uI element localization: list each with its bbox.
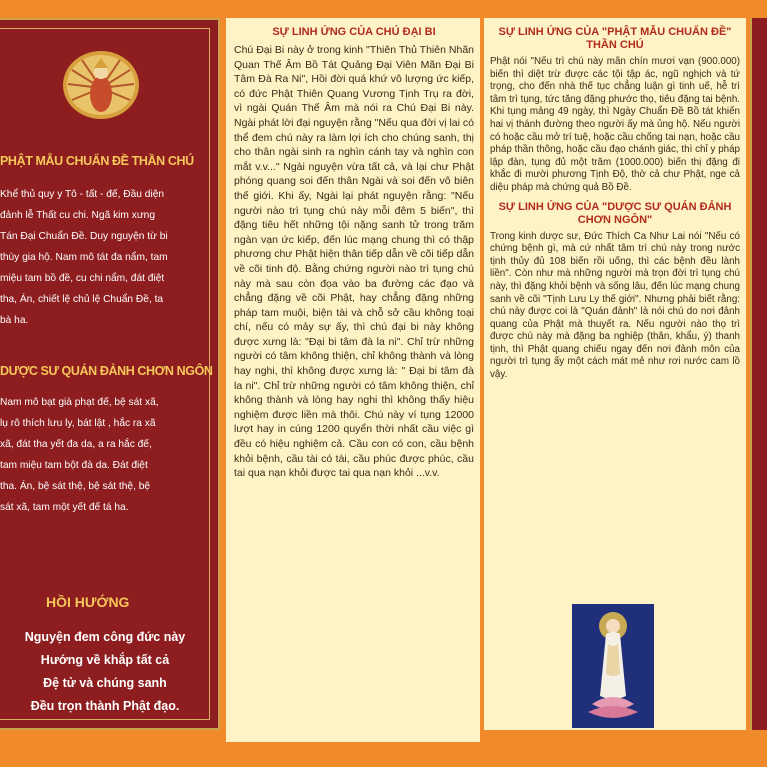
hoi-huong-title: HỒI HƯỚNG — [46, 594, 130, 610]
mantra-line: đảnh lễ Thất cu chi. Ngã kim xưng — [0, 210, 155, 221]
mantra-line: tha, Án, chiết lệ chủ lệ Chuẩn Đề, ta — [0, 294, 164, 305]
dai-bi-title: SỰ LINH ỨNG CỦA CHÚ ĐẠI BI — [272, 26, 436, 38]
duoc-su-title: DƯỢC SƯ QUÁN ĐẢNH CHƠN NGÔN — [0, 364, 213, 378]
hoi-huong-verses — [0, 626, 210, 718]
bodhisattva-emblem-icon — [62, 50, 140, 120]
mantra-line: thùy gia hộ. Nam mô tát đa nẩm, tam — [0, 252, 168, 263]
mantra-line: xã, đát tha yết đa da, a ra hắc đế, — [0, 439, 152, 450]
duoc-su-effects-body: Trong kinh dược sư, Đức Thích Ca Như Lai nói "Nếu có chứng bệnh gì, mà cứ nhất tâm trì chú này trong nước tịnh thủy đủ 108 biến rồi uống, thì các bệnh đều lành liền". Còn như mà những người mà trọn đời trì tụng chú này, thì đặng khỏi bệnh và sống lâu, đến lúc mạng chung sanh về cõi "Tịnh Lưu Ly thế giới". Nhưng phải biết rằng: chú này được coi là "Quán đảnh" là nói chú do nơi đảnh quang của Phật mà thuyết ra. Nếu người nào thọ trì được chú này mà đặng ba nghiệp (thân, khẩu, ý) thanh tịnh, thì Phật quang chiếu ngay đến nơi đảnh môn của người trì tụng ấy một cách mát mẻ như rơi nước cam lồ vậy. — [490, 230, 740, 381]
mantra-line: Khể thủ quy y Tô - tất - đế, Đầu diện — [0, 189, 165, 200]
middle-panel — [226, 18, 480, 742]
duoc-su-effects-title: SỰ LINH ỨNG CỦA "DƯỢC SƯ QUÁN ĐẢNH CHƠN NGÔN" — [498, 200, 732, 226]
verse-line: Hướng về khắp tất cả — [40, 653, 170, 667]
mantra-line: Tán Đại Chuẩn Đề. Duy nguyện từ bi — [0, 231, 168, 242]
mantra-line: sát xã, tam một yết đế tá ha. — [0, 502, 129, 513]
chuan-de-effects-title: SỰ LINH ỨNG CỦA "PHẬT MẪU CHUẨN ĐỀ" THẦN CHÚ — [498, 26, 732, 51]
bottom-band — [0, 742, 767, 767]
verse-line: Đều trọn thành Phật đạo. — [30, 699, 180, 713]
dai-bi-body: Chú Đại Bi này ở trong kinh "Thiên Thủ Thiên Nhãn Quan Thế Âm Bồ Tát Quảng Đại Viên Mãn Đại Bi Tâm Đà Ra Ni", Hồi đời quá khứ vô lượng ức kiếp, có đức Phật Thiên Quang Vương Tịnh Trụ ra đời, vì ngài Quán Thế Âm mà nói ra Chú Đại Bi này. Ngài phát lời đại nguyện rằng "Nếu qua đời vị lai có thể đem chú này ra làm lợi ích cho chúng sanh, thị cho thân ngài sinh ra nghìn cánh tay và nghìn con mắt v.v..." Ngài nguyện vừa tất cả, và lại chư Phật phóng quang soi đến thân Ngài và soi đến vô biên thế giới. Khi ấy, Ngài lại phát nguyện rằng: "Nếu người nào trì tụng chú này mỗi đêm 5 biến", thì đặng tiêu hết những tội nặng sanh tử trong trăm ngàn vạn ức kiếp, đến lúc mạng chung thì có thập phương chư Phật hiện thân tiếp dẫn về cõi tiếp dẫn về cõi tinh độ. Bằng chứng người nào trì tụng chú này mà sau còn đọa vào ba đường các đạo và chẳng đặng về cõi Phật, hay chẳng đặng những pháp tam muội, biện tài và chỗ sở cầu không toại chí, nếu có mảy sự ấy, thì chú đại bi này không được xưng là: "Đại bi tâm đà la ni". Chỉ trừ những người có tâm không thiện, chỉ không thành và lòng hay nghi, thì không được xưng là: " Đại bi tâm đà la ni". Chỉ trừ những người có tâm không thiện, chỉ không thành và lòng hay nghi thì không thấy hiệu nghiệm được liền mà thôi. Chú này ví tụng 12000 lượt hay in cúng 1200 quyển thời nhất cầu việc gì đều có hiệu nghiệm cả. Cầu con có con, cầu bệnh khỏi bệnh, cầu tài có tài, cầu phúc được phúc, cầu tai qua nạn khỏi được tai qua nạn khỏi ...v.v. — [234, 44, 474, 480]
mantra-line: Nam mô bạt già phạt đế, bệ sát xã, — [0, 397, 159, 408]
mantra-line: miệu tam bồ đề, cu chi nẩm, đát điệt — [0, 273, 165, 284]
chuan-de-mantra — [0, 184, 214, 331]
duoc-su-mantra — [0, 392, 214, 518]
right-edge-panel — [750, 18, 767, 730]
mantra-line: bà ha. — [0, 315, 29, 326]
chuan-de-title: PHẬT MẪU CHUẨN ĐỀ THẦN CHÚ — [0, 154, 194, 168]
mantra-line: tha. Án, bệ sát thệ, bệ sát thệ, bệ — [0, 481, 151, 492]
chuan-de-effects-body: Phật nói "Nếu trì chú này mãn chín mươi vạn (900.000) biến thì diệt trừ được các tội tập ác, ngũ nghịch và tứ trọng, cho đến nhà thế tục chẳng luận gì tinh uế, hễ trì tâm trì tụng, tức tăng đặng phước thọ, tiêu đặng tai bệnh. Khi tụng mảng 49 ngày, thì Ngày Chuẩn Đề Bồ tát khiến hai vị thánh đường theo người ấy mà ủng hộ. Nếu người có hoặc cầu mở trí tuệ, hoặc cầu chống tai nạn, hoặc cầu pháp thần thông, hoặc cầu đạo chánh giác, thì chỉ y pháp lập đàn, tụng đủ một trăm (1000.000) biến thị đặng đi khắc đi mười phương Tịnh Độ, thờ cả chư Phật, nge cả diệu pháp mà chứng quả Bồ Đề. — [490, 56, 740, 193]
guanyin-statue-icon — [572, 604, 654, 728]
mantra-line: lụ rô thích lưu ly, bát lật , hắc ra xã — [0, 418, 156, 429]
verse-line: Nguyện đem công đức này — [24, 630, 186, 644]
mantra-line: tam miệu tam bột đà da. Đát điệt — [0, 460, 148, 471]
left-panel — [0, 18, 220, 730]
verse-line: Đệ tử và chúng sanh — [43, 676, 167, 690]
